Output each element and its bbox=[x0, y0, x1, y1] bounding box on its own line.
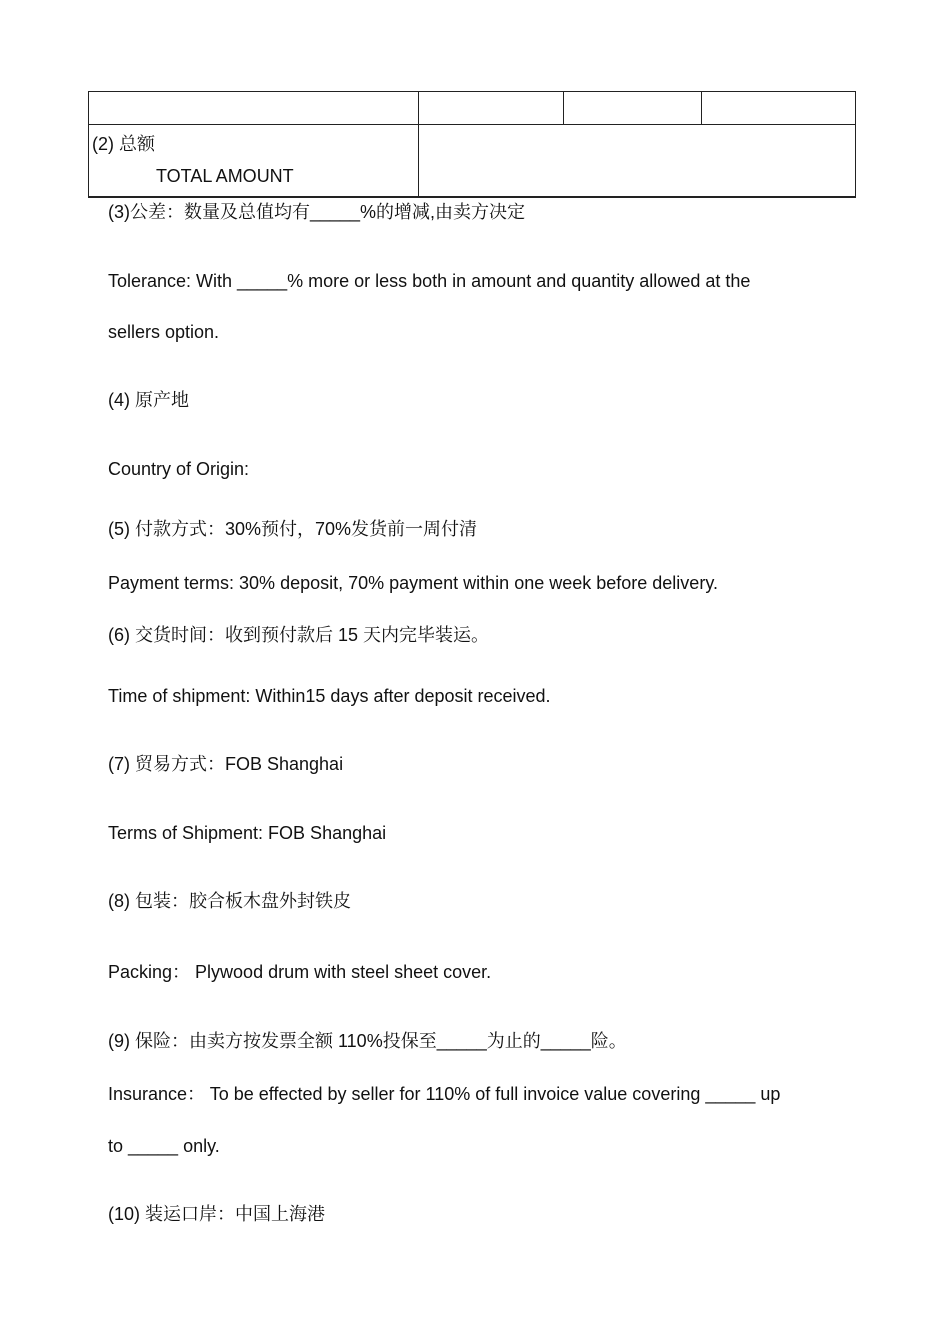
shipment-time-cn: (6) 交货时间：收到预付款后 15 天内完毕装运。 bbox=[108, 625, 490, 645]
insurance-en-line2: to _____ only. bbox=[108, 1136, 220, 1156]
trade-terms-en: Terms of Shipment: FOB Shanghai bbox=[108, 823, 387, 843]
port-of-shipment-cn: (10) 装运口岸：中国上海港 bbox=[108, 1204, 326, 1224]
payment-en: Payment terms: 30% deposit, 70% payment within one week before delivery. bbox=[108, 573, 718, 593]
tolerance-en-line2: sellers option. bbox=[108, 322, 220, 342]
table-cell bbox=[702, 92, 856, 125]
total-amount-label-cn: (2) 总额 bbox=[92, 134, 155, 154]
tolerance-en-line1: Tolerance: With _____% more or less both in amount and quantity allowed at the bbox=[108, 271, 751, 291]
shipment-time-en: Time of shipment: Within15 days after deposit received. bbox=[108, 686, 551, 706]
origin-en: Country of Origin: bbox=[108, 459, 250, 479]
table-row bbox=[89, 92, 856, 125]
trade-terms-cn: (7) 贸易方式：FOB Shanghai bbox=[108, 754, 344, 774]
insurance-cn: (9) 保险：由卖方按发票全额 110%投保至_____为止的_____险。 bbox=[108, 1031, 627, 1051]
origin-cn: (4) 原产地 bbox=[108, 390, 189, 410]
insurance-en-line1: Insurance： To be effected by seller for 110% of full invoice value covering _____ up bbox=[108, 1084, 781, 1104]
total-amount-label-cell bbox=[89, 125, 419, 198]
table-cell bbox=[419, 92, 564, 125]
total-amount-row bbox=[89, 125, 856, 198]
packing-cn: (8) 包装：胶合板木盘外封铁皮 bbox=[108, 891, 351, 911]
table-cell bbox=[89, 92, 419, 125]
payment-cn: (5) 付款方式：30%预付，70%发货前一周付清 bbox=[108, 519, 478, 539]
contract-table bbox=[88, 91, 856, 198]
total-amount-label-en: TOTAL AMOUNT bbox=[156, 166, 294, 186]
packing-en: Packing： Plywood drum with steel sheet cover. bbox=[108, 962, 492, 982]
tolerance-cn: (3)公差：数量及总值均有_____%的增减,由卖方决定 bbox=[108, 202, 526, 222]
table-cell bbox=[564, 92, 702, 125]
total-amount-value-cell bbox=[419, 125, 856, 198]
